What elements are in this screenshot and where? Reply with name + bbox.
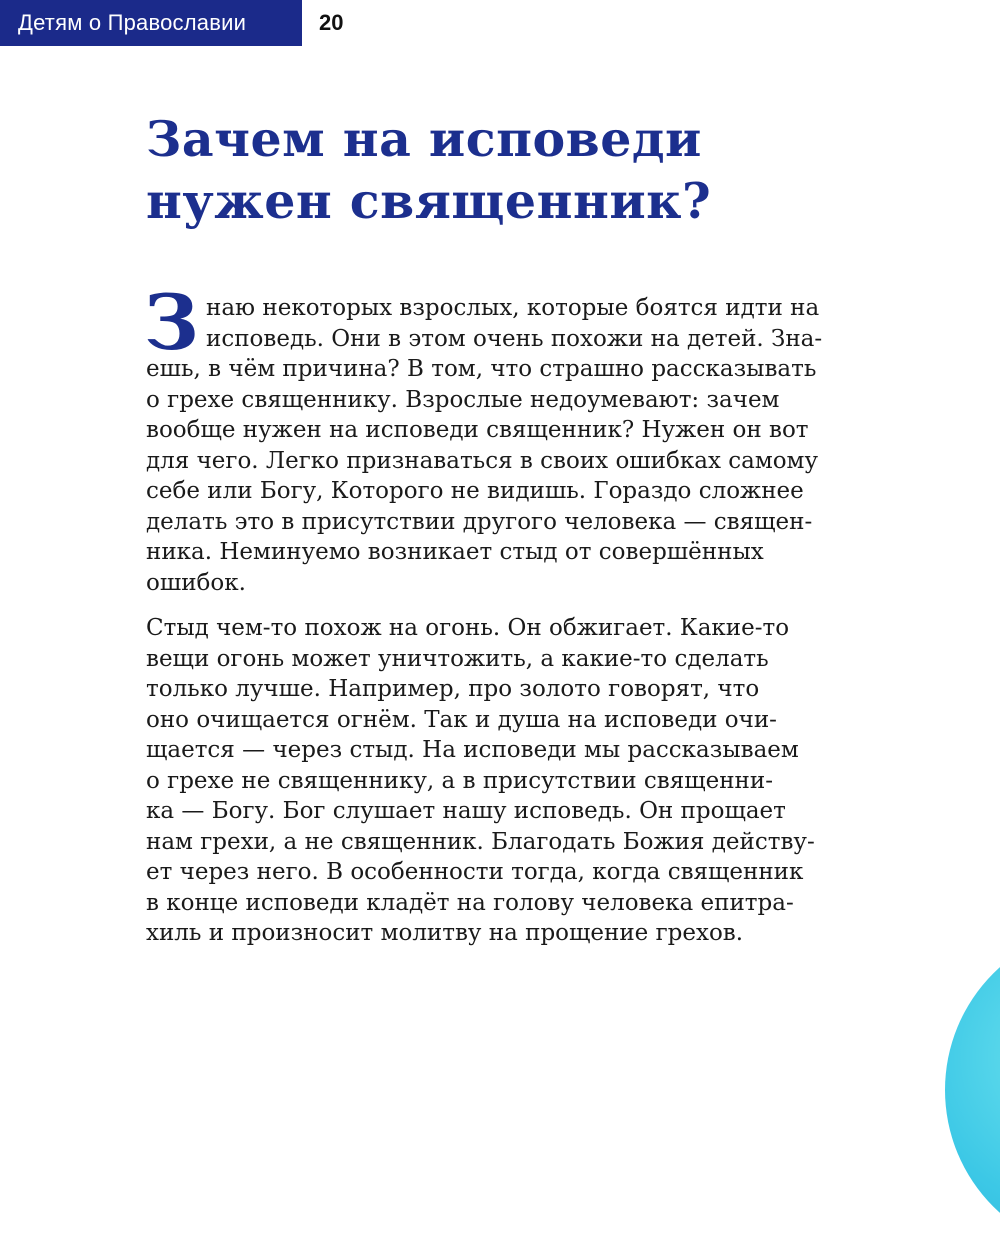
series-header-band (0, 0, 302, 46)
decorative-blue-circle (945, 925, 1000, 1255)
paragraph-2-line: в конце исповеди кладёт на голову человека епитра- (146, 889, 794, 916)
paragraph-2-line: щается — через стыд. На исповеди мы рассказываем (146, 737, 799, 763)
page-title-line-1: Зачем на исповеди (146, 110, 702, 168)
paragraph-1-line: вообще нужен на исповеди священник? Нужен он вот (146, 417, 809, 443)
paragraph-1-line: ника. Неминуемо возникает стыд от совершённых (146, 539, 764, 565)
paragraph-1-line: себе или Богу, Которого не видишь. Гораздо сложнее (146, 478, 804, 504)
paragraph-1-line: исповедь. Они в этом очень похожи на детей. Зна- (206, 325, 823, 352)
paragraph-2-line: ка — Богу. Бог слушает нашу исповедь. Он прощает (146, 798, 786, 824)
page-number: 20 (319, 10, 344, 35)
series-title: Детям о Православии (18, 10, 247, 35)
paragraph-2-line: только лучше. Например, про золото говорят, что (146, 676, 760, 702)
paragraph-1 (144, 278, 856, 598)
paragraph-2-line: оно очищается огнём. Так и душа на исповеди очи- (146, 706, 777, 733)
page-title-line-2: нужен священник? (146, 172, 712, 230)
drop-cap: З (144, 278, 199, 367)
paragraph-1-line: делать это в присутствии другого человека — священ- (146, 508, 813, 535)
paragraph-2 (146, 613, 856, 949)
paragraph-1-line: ошибок. (146, 569, 246, 596)
article-body (144, 278, 856, 949)
paragraph-2-line: Стыд чем-то похож на огонь. Он обжигает. Какие-то (146, 615, 790, 641)
page-title (146, 108, 866, 232)
paragraph-2-line: ет через него. В особенности тогда, когда священник (146, 859, 804, 885)
paragraph-2-line: вещи огонь может уничтожить, а какие-то сделать (146, 645, 769, 672)
paragraph-1-line: о грехе священнику. Взрослые недоумевают: зачем (146, 386, 780, 413)
paragraph-2-line: о грехе не священнику, а в присутствии священни- (146, 767, 773, 794)
paragraph-2-line: нам грехи, а не священник. Благодать Божия действу- (146, 828, 815, 855)
paragraph-1-line: для чего. Легко признаваться в своих ошибках самому (146, 447, 818, 474)
paragraph-1-line: ешь, в чём причина? В том, что страшно рассказывать (146, 356, 817, 382)
paragraph-1-line: наю некоторых взрослых, которые боятся идти на (206, 295, 820, 321)
paragraph-2-line: хиль и произносит молитву на прощение грехов. (146, 920, 744, 946)
